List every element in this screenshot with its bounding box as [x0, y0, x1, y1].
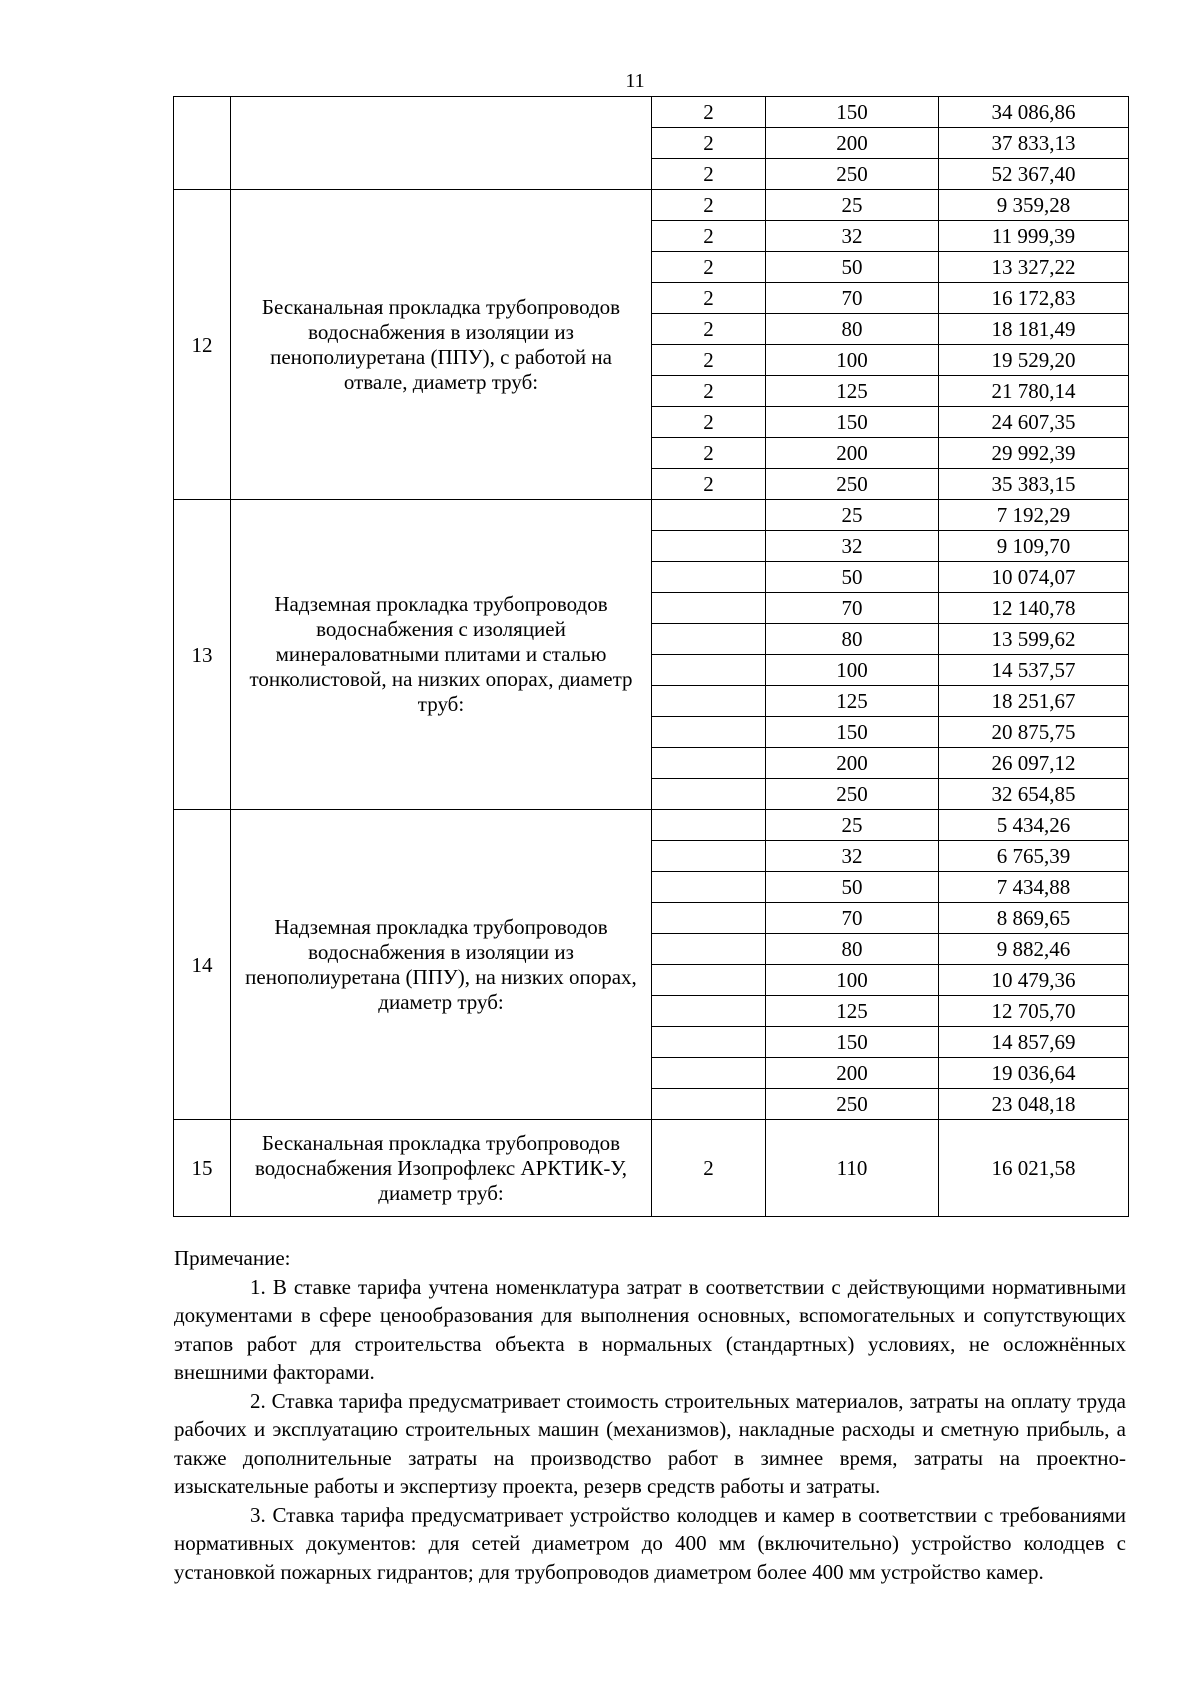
count-cell: [652, 779, 766, 810]
diameter-cell: 125: [766, 376, 939, 407]
diameter-cell: 70: [766, 903, 939, 934]
table-row: [174, 1120, 1129, 1217]
count-cell: [652, 841, 766, 872]
description-cell: Бесканальная прокладка трубопроводов водоснабжения Изопрофлекс АРКТИК-У, диаметр труб:: [231, 1120, 652, 1217]
number-cell: 15: [174, 1120, 231, 1217]
diameter-cell: 25: [766, 190, 939, 221]
tariff-table: [173, 96, 1129, 1217]
note-item-1: 1. В ставке тарифа учтена номенклатура затрат в соответствии с действующими нормативными документами в сфере ценообразования для выполнения основных, вспомогательных и сопутствующих этапов работ для строительства объекта в нормальных (стандартных) условиях, не осложнённых внешними факторами.: [174, 1274, 1126, 1384]
count-cell: [652, 903, 766, 934]
description-cell: [231, 97, 652, 190]
price-cell: 52 367,40: [939, 159, 1129, 190]
price-cell: 26 097,12: [939, 748, 1129, 779]
price-cell: 24 607,35: [939, 407, 1129, 438]
diameter-cell: 80: [766, 624, 939, 655]
price-cell: 9 109,70: [939, 531, 1129, 562]
diameter-cell: 50: [766, 872, 939, 903]
diameter-cell: 250: [766, 469, 939, 500]
diameter-cell: 150: [766, 407, 939, 438]
price-cell: 23 048,18: [939, 1089, 1129, 1120]
diameter-cell: 200: [766, 128, 939, 159]
count-cell: 2: [652, 190, 766, 221]
diameter-cell: 200: [766, 1058, 939, 1089]
count-cell: [652, 748, 766, 779]
count-cell: [652, 686, 766, 717]
price-cell: 12 705,70: [939, 996, 1129, 1027]
price-cell: 6 765,39: [939, 841, 1129, 872]
count-cell: 2: [652, 469, 766, 500]
count-cell: 2: [652, 97, 766, 128]
count-cell: [652, 965, 766, 996]
count-cell: [652, 717, 766, 748]
diameter-cell: 200: [766, 748, 939, 779]
page-number: 11: [625, 70, 645, 92]
table-row: [174, 810, 1129, 841]
diameter-cell: 110: [766, 1120, 939, 1217]
count-cell: [652, 1027, 766, 1058]
diameter-cell: 150: [766, 97, 939, 128]
diameter-cell: 32: [766, 221, 939, 252]
count-cell: 2: [652, 159, 766, 190]
count-cell: [652, 1058, 766, 1089]
diameter-cell: 100: [766, 965, 939, 996]
price-cell: 8 869,65: [939, 903, 1129, 934]
count-cell: 2: [652, 128, 766, 159]
diameter-cell: 70: [766, 593, 939, 624]
price-cell: 5 434,26: [939, 810, 1129, 841]
price-cell: 13 599,62: [939, 624, 1129, 655]
count-cell: [652, 872, 766, 903]
price-cell: 7 192,29: [939, 500, 1129, 531]
price-cell: 7 434,88: [939, 872, 1129, 903]
price-cell: 18 251,67: [939, 686, 1129, 717]
diameter-cell: 150: [766, 1027, 939, 1058]
diameter-cell: 125: [766, 686, 939, 717]
diameter-cell: 25: [766, 500, 939, 531]
count-cell: 2: [652, 252, 766, 283]
diameter-cell: 250: [766, 779, 939, 810]
price-cell: 34 086,86: [939, 97, 1129, 128]
price-cell: 16 172,83: [939, 283, 1129, 314]
note-block: [174, 1244, 1126, 1586]
description-cell: Бесканальная прокладка трубопроводов водоснабжения в изоляции из пенополиуретана (ППУ), с работой на отвале, диаметр труб:: [231, 190, 652, 500]
count-cell: [652, 934, 766, 965]
diameter-cell: 200: [766, 438, 939, 469]
count-cell: 2: [652, 283, 766, 314]
diameter-cell: 100: [766, 655, 939, 686]
number-cell: 14: [174, 810, 231, 1120]
count-cell: 2: [652, 376, 766, 407]
count-cell: 2: [652, 221, 766, 252]
note-item-3: 3. Ставка тарифа предусматривает устройство колодцев и камер в соответствии с требованиями нормативных документов: для сетей диаметром до 400 мм (включительно) устройство колодцев с установкой пожарных гидрантов; для трубопроводов диаметром более 400 мм устройство камер.: [174, 1502, 1126, 1584]
price-cell: 21 780,14: [939, 376, 1129, 407]
price-cell: 13 327,22: [939, 252, 1129, 283]
price-cell: 19 036,64: [939, 1058, 1129, 1089]
count-cell: 2: [652, 438, 766, 469]
table-row: [174, 500, 1129, 531]
price-cell: 10 479,36: [939, 965, 1129, 996]
price-cell: 14 857,69: [939, 1027, 1129, 1058]
description-cell: Надземная прокладка трубопроводов водоснабжения в изоляции из пенополиуретана (ППУ), на низких опорах, диаметр труб:: [231, 810, 652, 1120]
diameter-cell: 80: [766, 314, 939, 345]
price-cell: 20 875,75: [939, 717, 1129, 748]
count-cell: [652, 1089, 766, 1120]
diameter-cell: 70: [766, 283, 939, 314]
price-cell: 37 833,13: [939, 128, 1129, 159]
count-cell: [652, 562, 766, 593]
price-cell: 16 021,58: [939, 1120, 1129, 1217]
count-cell: [652, 655, 766, 686]
diameter-cell: 32: [766, 531, 939, 562]
count-cell: [652, 810, 766, 841]
diameter-cell: 50: [766, 252, 939, 283]
count-cell: 2: [652, 314, 766, 345]
note-title: Примечание:: [174, 1246, 291, 1270]
price-cell: 10 074,07: [939, 562, 1129, 593]
count-cell: [652, 593, 766, 624]
price-cell: 9 882,46: [939, 934, 1129, 965]
price-cell: 14 537,57: [939, 655, 1129, 686]
price-cell: 11 999,39: [939, 221, 1129, 252]
count-cell: 2: [652, 407, 766, 438]
count-cell: [652, 500, 766, 531]
description-cell: Надземная прокладка трубопроводов водоснабжения с изоляцией минераловатными плитами и сталью тонколистовой, на низких опорах, диаметр труб:: [231, 500, 652, 810]
price-cell: 29 992,39: [939, 438, 1129, 469]
number-cell: 12: [174, 190, 231, 500]
number-cell: [174, 97, 231, 190]
diameter-cell: 25: [766, 810, 939, 841]
table-row: [174, 190, 1129, 221]
number-cell: 13: [174, 500, 231, 810]
diameter-cell: 125: [766, 996, 939, 1027]
tariff-table-body: [174, 97, 1129, 1217]
diameter-cell: 250: [766, 1089, 939, 1120]
diameter-cell: 50: [766, 562, 939, 593]
diameter-cell: 250: [766, 159, 939, 190]
count-cell: 2: [652, 1120, 766, 1217]
diameter-cell: 150: [766, 717, 939, 748]
table-row: [174, 97, 1129, 128]
diameter-cell: 100: [766, 345, 939, 376]
price-cell: 35 383,15: [939, 469, 1129, 500]
count-cell: [652, 531, 766, 562]
price-cell: 32 654,85: [939, 779, 1129, 810]
count-cell: 2: [652, 345, 766, 376]
price-cell: 9 359,28: [939, 190, 1129, 221]
diameter-cell: 32: [766, 841, 939, 872]
price-cell: 18 181,49: [939, 314, 1129, 345]
count-cell: [652, 996, 766, 1027]
price-cell: 12 140,78: [939, 593, 1129, 624]
note-item-2: 2. Ставка тарифа предусматривает стоимость строительных материалов, затраты на оплату труда рабочих и эксплуатацию строительных машин (механизмов), накладные расходы и сметную прибыль, а также дополнительные затраты на производство работ в зимнее время, затраты на проектно-изыскательные работы и экспертизу проекта, резерв средств работы и затраты.: [174, 1388, 1126, 1498]
diameter-cell: 80: [766, 934, 939, 965]
count-cell: [652, 624, 766, 655]
price-cell: 19 529,20: [939, 345, 1129, 376]
